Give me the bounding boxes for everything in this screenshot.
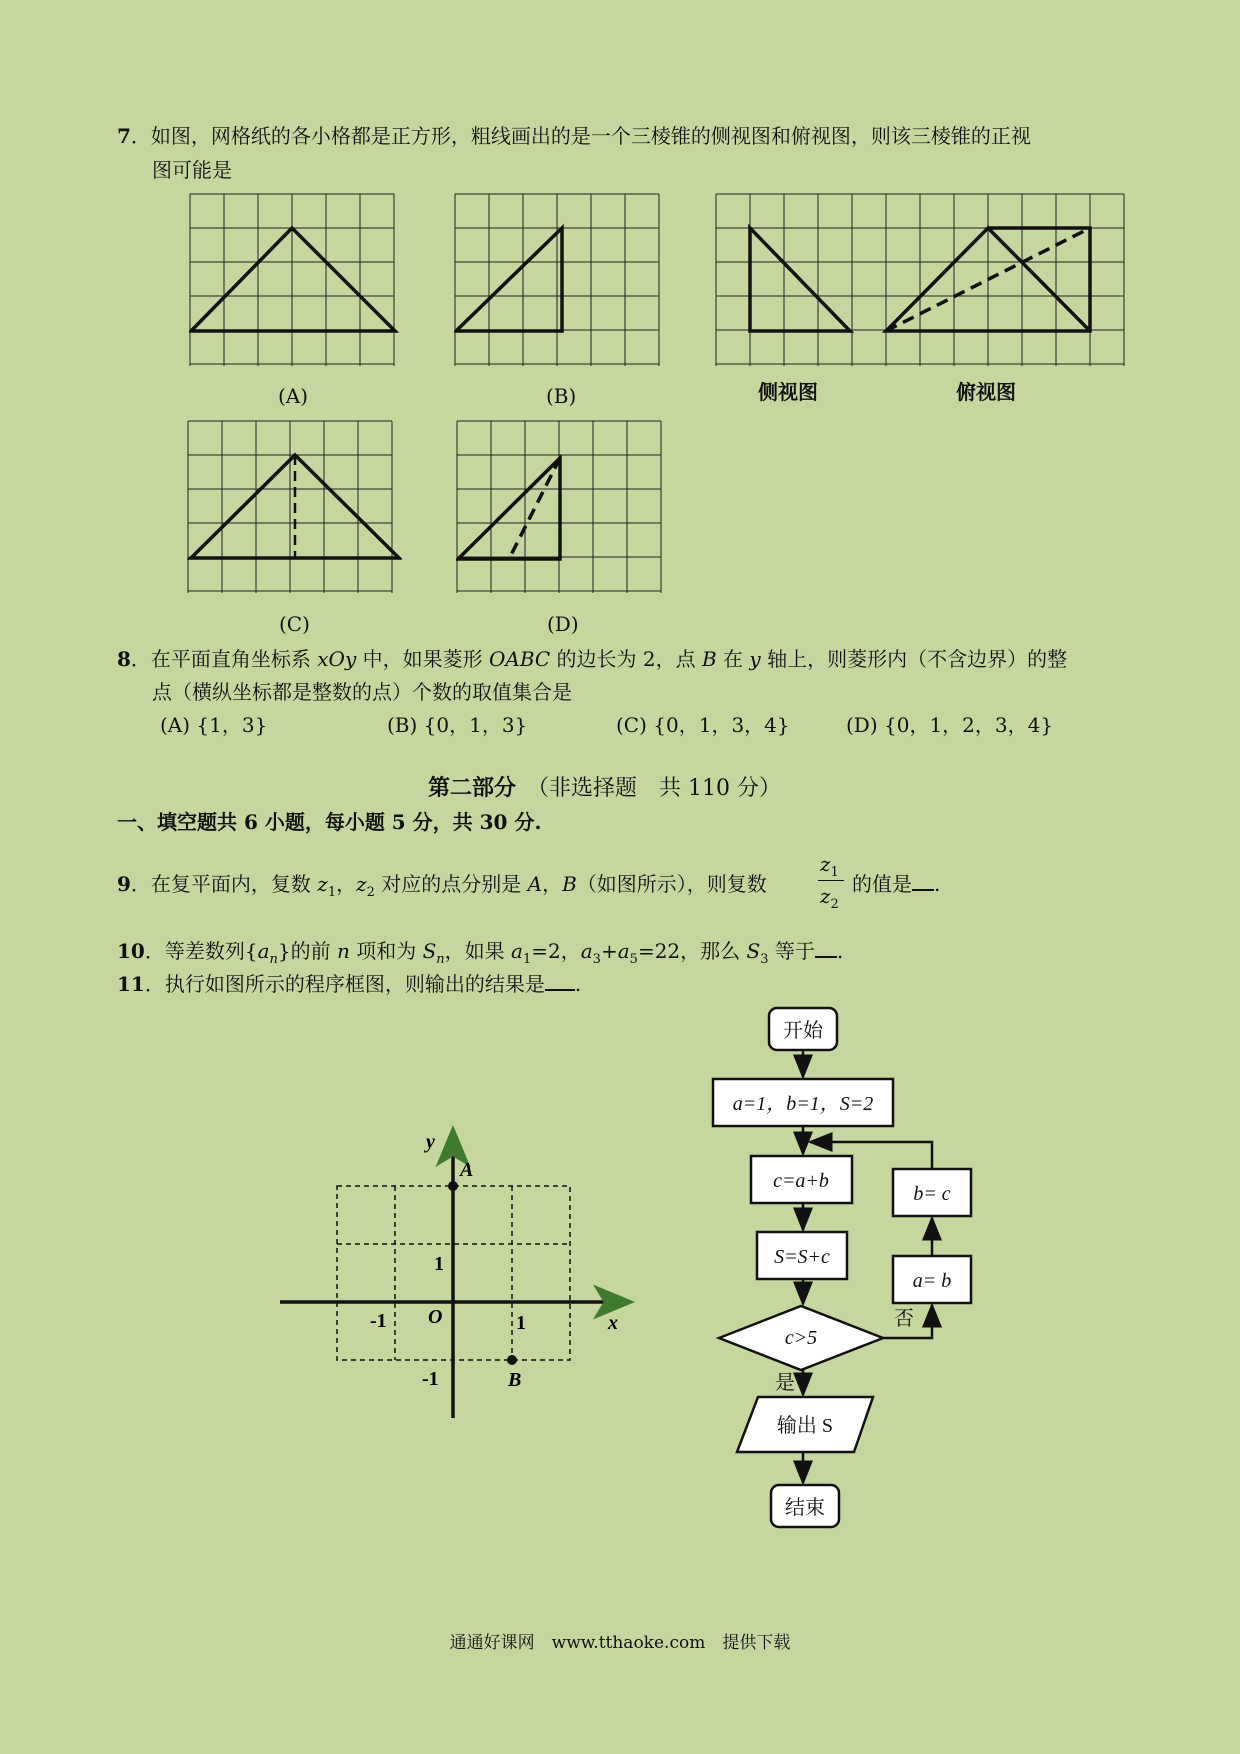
footer-text: 通通好课网 www.tthaoke.com 提供下载: [449, 1633, 791, 1653]
flow-start-label: 开始: [783, 1020, 823, 1042]
tick-y-neg1: -1: [422, 1368, 439, 1390]
flow-step1-label: c=a+b: [773, 1170, 829, 1192]
q10-line: 10．等差数列$\{a_n\}$的前 n 项和为 $S_n$，如果 $a_1=2$，$a_3+a_5=22$，那么 $S_3$ 等于 .: [117, 939, 844, 967]
answer-blank[interactable]: [545, 971, 575, 991]
figure-side-top-view: [715, 193, 1127, 369]
q7-number: 7: [117, 124, 131, 148]
fraction-denominator: $z_2$: [820, 884, 839, 912]
q7-line-1: 7．如图，网格纸的各小格都是正方形，粗线画出的是一个三棱锥的侧视图和俯视图，则该三棱锥的正视: [117, 124, 1031, 148]
flow-update-b-label: b= c: [913, 1183, 951, 1205]
answer-blank[interactable]: [815, 938, 837, 958]
figure-c: [187, 420, 402, 596]
origin-label: O: [428, 1306, 443, 1328]
caption-top-view: 俯视图: [956, 380, 1016, 404]
q8-line-1: 8．在平面直角坐标系 xOy 中，如果菱形 OABC 的边长为 2，点 B 在 y 轴上，则菱形内（不含边界）的整: [117, 647, 1068, 671]
fraction-numerator: $z_1$: [820, 852, 839, 880]
flow-update-a-label: a= b: [912, 1270, 952, 1292]
answer-blank[interactable]: [912, 871, 934, 891]
caption-side-view: 侧视图: [758, 380, 818, 404]
q8-option-d: (D) {0，1，2，3，4}: [846, 713, 1054, 737]
q9-line: 9．在复平面内，复数 $z_1$，$z_2$ 对应的点分别是 A，B（如图所示），则复数: [117, 872, 767, 900]
figure-a: [189, 193, 404, 369]
flow-end-label: 结束: [785, 1497, 825, 1519]
q8-option-a: (A) {1，3}: [160, 713, 268, 737]
q8-option-c: (C) {0，1，3，4}: [616, 713, 790, 737]
point-a: [448, 1181, 458, 1191]
flow-step2-label: S=S+c: [774, 1246, 830, 1268]
caption-c: (C): [279, 612, 310, 636]
flowchart: [710, 1000, 1000, 1535]
flow-condition-label: c>5: [784, 1327, 818, 1349]
x-axis-label: x: [608, 1312, 618, 1334]
complex-plane-plot: [270, 1120, 640, 1430]
point-a-label: A: [460, 1159, 474, 1181]
flow-output-label: 输出 S: [776, 1415, 834, 1437]
part2-heading: 第二部分 （非选择题 共 110 分）: [428, 775, 782, 801]
y-axis-label: y: [426, 1131, 435, 1153]
flow-init-label: a=1，b=1，S=2: [732, 1093, 874, 1115]
caption-d: (D): [547, 612, 579, 636]
point-b: [507, 1355, 517, 1365]
caption-b: (B): [546, 384, 577, 408]
tick-x-neg1: -1: [370, 1310, 387, 1332]
figure-b: [454, 193, 669, 369]
flow-no-label: 否: [894, 1308, 914, 1330]
tick-x-1: 1: [516, 1312, 526, 1334]
figure-d: [456, 420, 671, 596]
q9-line-end: 的值是 .: [852, 872, 941, 896]
section-heading: 一、填空题共 6 小题，每小题 5 分，共 30 分.: [117, 810, 542, 834]
q8-option-b: (B) {0，1，3}: [387, 713, 528, 737]
q7-line-2: 图可能是: [152, 158, 232, 182]
fraction-bar: [818, 880, 844, 881]
point-b-label: B: [508, 1369, 522, 1391]
flow-yes-label: 是: [775, 1372, 795, 1394]
q8-line-2: 点（横纵坐标都是整数的点）个数的取值集合是: [152, 680, 572, 704]
tick-y-1: 1: [434, 1253, 444, 1275]
caption-a: (A): [278, 384, 309, 408]
q11-line: 11．执行如图所示的程序框图，则输出的结果是 .: [117, 972, 582, 996]
